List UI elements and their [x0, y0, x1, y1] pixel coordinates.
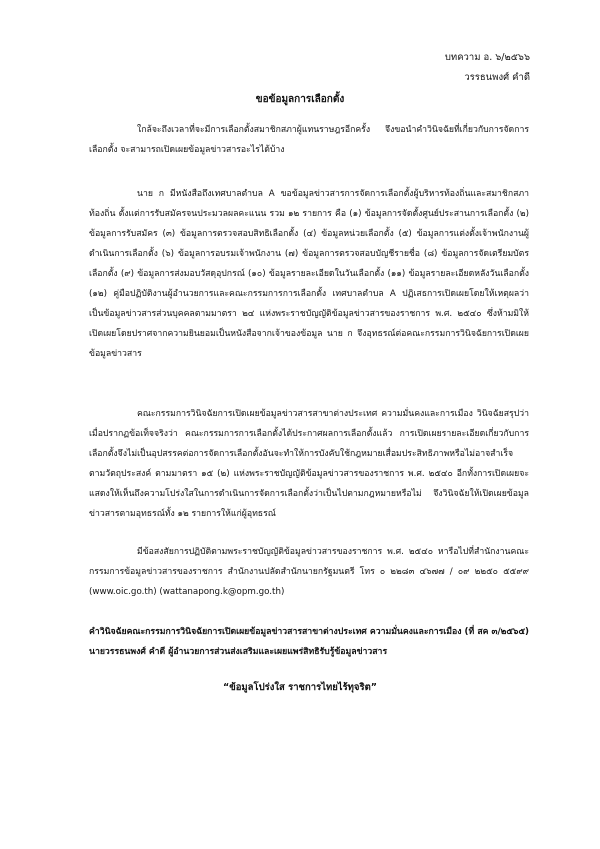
case-paragraph: นาย ก มีหนังสือถึงเทศบาลตำบล A ขอข้อมูลข่าวสารการจัดการเลือกตั้งผู้บริหารท้องถิ่นและสมาชิกสภาท้องถิ่น ตั้งแต่การรับสมัครจนประมวลผลคะแนน รวม ๑๒ รายการ คือ (๑) ข้อมูลการจัดตั้งศูนย์ประสานการเลือกตั้ง (๒) ข้อมูลการรับสมัคร (๓) ข้อมูลการตรวจสอบสิทธิเลือกตั้ง (๔) ข้อมูลหน่วยเลือกตั้ง (๕) ข้อมูลการแต่งตั้งเจ้าพนักงานผู้ดำเนินการเลือกตั้ง (๖) ข้อมูลการอบรมเจ้าพนักงาน (๗) ข้อมูลการตรวจสอบบัญชีรายชื่อ (๘) ข้อมูลการจัดเตรียมบัตรเลือกตั้ง (๙) ข้อมูลการส่งมอบวัสดุอุปกรณ์ (๑๐) ข้อมูลรายละเอียดในวันเลือกตั้ง (๑๑) ข้อมูลรายละเอียดหลังวันเลือกตั้ง (๑๒) คู่มือปฏิบัติงานผู้อำนวยการและคณะกรรมการการเลือกตั้ง เทศบาลตำบล A ปฏิเสธการเปิดเผยโดยให้เหตุผลว่า เป็นข้อมูลข่าวสารส่วนบุคคลตามมาตรา ๒๔ แห่งพระราชบัญญัติข้อมูลข่าวสารของราชการ พ.ศ. ๒๕๔๐ ซึ่งห้ามมิให้เปิดเผยโดยปราศจากความยินยอมเป็นหนังสือจากเจ้าของข้อมูล นาย ก จึงอุทธรณ์ต่อคณะกรรมการวินิจฉัยการเปิดเผยข้อมูลข่าวสาร [89, 189, 529, 359]
credit-paragraph: คำวินิจฉัยคณะกรรมการวินิจฉัยการเปิดเผยข้อมูลข่าวสารสาขาต่างประเทศ ความมั่นคงและการเมือง (ที่ สค ๓/๒๕๖๕) นายวรรธนพงศ์ คำดี ผู้อำนวยการส่วนส่งเสริมและเผยแพร่สิทธิรับรู้ข้อมูลข่าวสาร [89, 627, 529, 657]
document-reference: บทความ อ. ๖/๒๕๖๖ [444, 52, 530, 63]
ruling-paragraph: คณะกรรมการวินิจฉัยการเปิดเผยข้อมูลข่าวสารสาขาต่างประเทศ ความมั่นคงและการเมือง วินิจฉัยสรุปว่า เมื่อปรากฏข้อเท็จจริงว่า คณะกรรมการการเลือกตั้งได้ประกาศผลการเลือกตั้งแล้ว การเปิดเผยรายละเอียดเกี่ยวกับการเลือกตั้งจึงไม่เป็นอุปสรรคต่อการจัดการเลือกตั้งอันจะทำให้การบังคับใช้กฎหมายเสื่อมประสิทธิภาพหรือไม่อาจสำเร็จตามวัตถุประสงค์ ตามมาตรา ๑๕ (๒) แห่งพระราชบัญญัติข้อมูลข่าวสารของราชการ พ.ศ. ๒๕๔๐ อีกทั้งการเปิดเผยจะแสดงให้เห็นถึงความโปร่งใสในการดำเนินการจัดการเลือกตั้งว่าเป็นไปตามกฎหมายหรือไม่ จึงวินิจฉัยให้เปิดเผยข้อมูลข่าวสารตามอุทธรณ์ทั้ง ๑๒ รายการให้แก่ผู้อุทธรณ์ [89, 409, 529, 519]
intro-paragraph: ใกล้จะถึงเวลาที่จะมีการเลือกตั้งสมาชิกสภาผู้แทนราษฎรอีกครั้ง จึงขอนำคำวินิจฉัยที่เกี่ยวกับการจัดการเลือกตั้ง จะสามารถเปิดเผยข้อมูลข่าวสารอะไรได้บ้าง [89, 125, 529, 155]
slogan: “ข้อมูลโปร่งใส ราชการไทยไร้ทุจริต” [222, 682, 378, 693]
document-title: ขอข้อมูลการเลือกตั้ง [255, 94, 345, 105]
contact-paragraph: มีข้อสงสัยการปฏิบัติตามพระราชบัญญัติข้อมูลข่าวสารของราชการ พ.ศ. ๒๕๔๐ หารือไปที่สำนักงานคณะกรรมการข้อมูลข่าวสารของราชการ สำนักงานปลัดสำนักนายกรัฐมนตรี โทร ๐ ๒๒๘๓ ๔๖๗๗ / ๐๙ ๒๒๕๐ ๕๕๙๙ (www.oic.go.th) (wattanapong.k@opm.go.th) [89, 547, 529, 597]
author-name: วรรธนพงศ์ คำดี [464, 72, 530, 83]
document-header [445, 48, 530, 88]
